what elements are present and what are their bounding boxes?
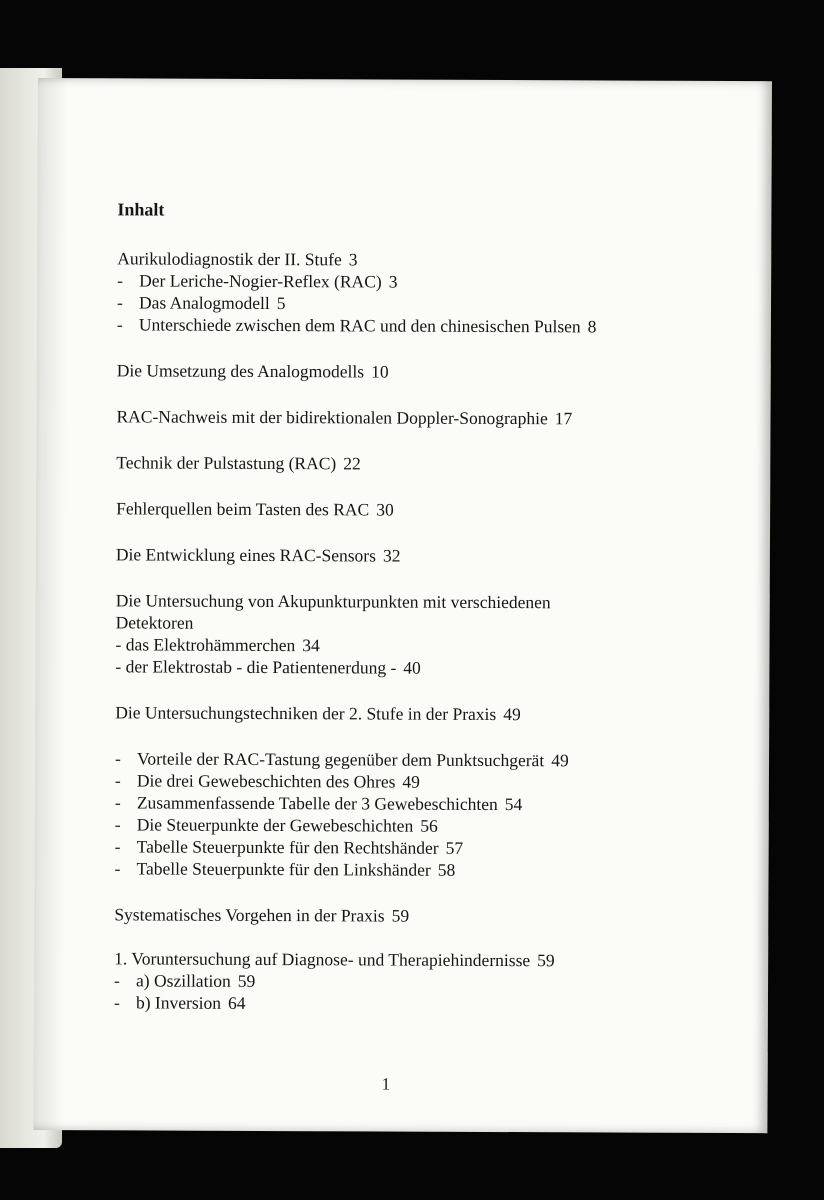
toc-entry: - Die drei Gewebeschichten des Ohres 49 — [114, 770, 420, 792]
toc-entry: Die Untersuchung von Akupunkturpunkten mit verschiedenen — [115, 590, 551, 613]
toc-entry: Die Untersuchungstechniken der 2. Stufe in der Praxis 49 — [115, 702, 521, 725]
toc-entry: - Tabelle Steuerpunkte für den Linkshänder 58 — [114, 858, 456, 880]
toc-entry: RAC-Nachweis mit der bidirektionalen Doppler-Sonographie 17 — [116, 406, 573, 429]
toc-entry: Aurikulodiagnostik der II. Stufe 3 — [117, 248, 358, 270]
toc-heading: Inhalt — [117, 199, 165, 220]
toc-entry: Fehlerquellen beim Tasten des RAC 30 — [116, 498, 394, 520]
page-gutter-shadow — [33, 78, 68, 1130]
toc-entry: - Zusammenfassende Tabelle der 3 Gewebeschichten 54 — [114, 792, 523, 815]
toc-entry: - Vorteile der RAC-Tastung gegenüber dem Punktsuchgerät 49 — [114, 748, 569, 771]
toc-entry: Die Entwicklung eines RAC-Sensors 32 — [115, 544, 401, 566]
document-page — [33, 78, 772, 1133]
toc-entry: - Das Analogmodell 5 — [116, 292, 286, 314]
toc-entry: - b) Inversion 64 — [113, 992, 246, 1013]
toc-entry: Detektoren — [115, 612, 194, 633]
toc-entry: - Tabelle Steuerpunkte für den Rechtshänder 57 — [114, 836, 464, 858]
table-of-contents — [114, 198, 738, 1016]
toc-entry: - Der Leriche-Nogier-Reflex (RAC) 3 — [117, 270, 398, 292]
toc-entry: - der Elektrostab - die Patientenerdung - 40 — [115, 656, 421, 678]
toc-entry: - Unterschiede zwischen dem RAC und den chinesischen Pulsen 8 — [116, 314, 597, 337]
toc-entry: Technik der Pulstastung (RAC) 22 — [116, 452, 361, 474]
toc-entry: Die Umsetzung des Analogmodells 10 — [116, 360, 389, 382]
toc-entry: Systematisches Vorgehen in der Praxis 59 — [114, 904, 410, 926]
page-number: 1 — [381, 1074, 391, 1094]
toc-entry: - Die Steuerpunkte der Gewebeschichten 56 — [114, 814, 438, 836]
toc-entry: - das Elektrohämmerchen 34 — [115, 634, 320, 656]
toc-entry: 1. Voruntersuchung auf Diagnose- und Therapiehindernisse 59 — [114, 948, 555, 971]
toc-entry: - a) Oszillation 59 — [114, 970, 256, 991]
